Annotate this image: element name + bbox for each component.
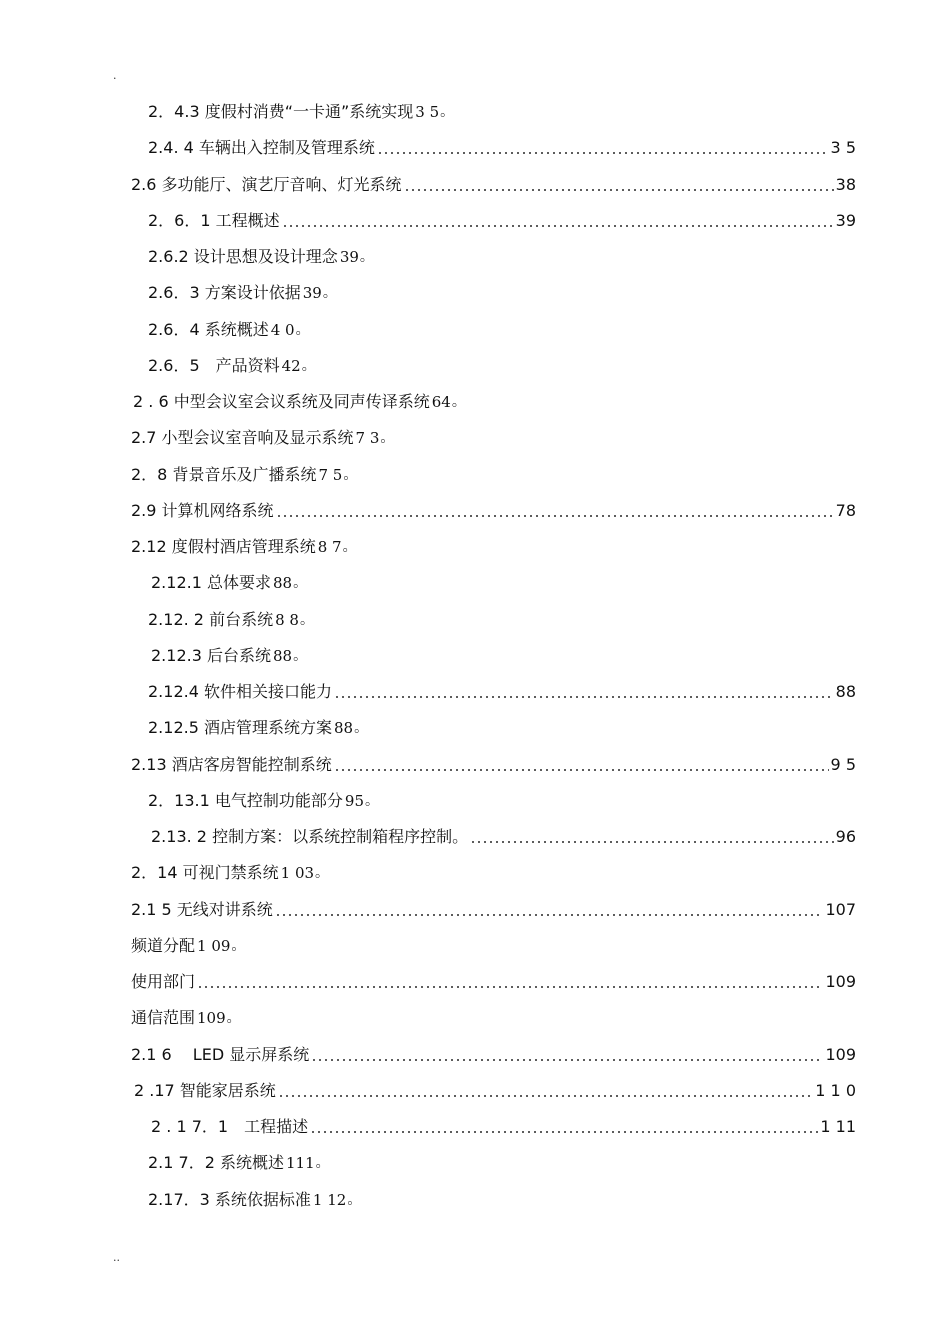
- toc-entry-page-number: 96: [835, 827, 856, 847]
- toc-entry-title: 2 . 6 中型会议室会议系统及同声传译系统: [133, 392, 430, 412]
- toc-entry-title: 使用部门: [131, 972, 196, 992]
- toc-entry-title: 2.12. 2 前台系统: [148, 609, 274, 629]
- toc-entry: [0, 529, 950, 565]
- toc-entry: [0, 783, 950, 819]
- toc-entry: [0, 1073, 950, 1109]
- toc-entry-page-number: 4 0: [270, 320, 295, 339]
- toc-entry-title: 2.12.3 后台系统: [151, 645, 271, 665]
- toc-entry: [0, 602, 950, 638]
- toc-entry-title: 频道分配: [131, 935, 196, 955]
- toc-entry: [0, 239, 950, 275]
- toc-entry-page-number: 111: [285, 1154, 315, 1173]
- toc-entry-page-number: 109: [825, 1044, 856, 1064]
- toc-entry-page-number: 7 3: [355, 429, 380, 448]
- toc-entry-end-mark: 。: [343, 466, 358, 483]
- toc-entry: [0, 130, 950, 166]
- toc-entry-page-number: 64: [431, 393, 451, 412]
- toc-entry: [0, 1145, 950, 1181]
- toc-entry-title: 2.1 5 无线对讲系统: [131, 899, 273, 919]
- toc-entry: [0, 819, 950, 855]
- toc-entry-title: 2.12.5 酒店管理系统方案: [148, 718, 332, 738]
- toc-entry-title: 2.6．4 系统概述: [148, 319, 269, 339]
- toc-entry-page-number: 38: [835, 174, 856, 194]
- toc-entry: [0, 1109, 950, 1145]
- toc-entry-title: 2．8 背景音乐及广播系统: [131, 464, 317, 484]
- toc-entry-end-mark: 。: [293, 647, 308, 664]
- toc-entry: [0, 747, 950, 783]
- toc-dot-leader: [197, 986, 823, 988]
- toc-entry-page-number: 39: [835, 210, 856, 230]
- toc-entry-page-number: 1 12: [312, 1190, 347, 1209]
- toc-entry-title: 2.4. 4 车辆出入控制及管理系统: [148, 138, 375, 158]
- toc-entry-page-number: 39: [339, 248, 359, 267]
- toc-entry-end-mark: 。: [295, 321, 310, 338]
- toc-entry: [0, 1037, 950, 1073]
- toc-entry-page-number: 8 8: [275, 610, 299, 629]
- toc-entry-page-number: 107: [825, 899, 856, 919]
- bottom-corner-mark: ..: [113, 1251, 120, 1264]
- toc-dot-leader: [276, 515, 834, 517]
- toc-entry-page-number: 88: [333, 719, 354, 738]
- toc-dot-leader: [311, 1059, 823, 1061]
- toc-entry-title: 2．6．1 工程概述: [148, 210, 280, 230]
- toc-entry-page-number: 7 5: [318, 465, 343, 484]
- toc-entry-end-mark: 。: [315, 865, 330, 882]
- toc-entry-title: 2．14 可视门禁系统: [131, 863, 279, 883]
- toc-entry: [0, 384, 950, 420]
- toc-entry: [0, 855, 950, 891]
- toc-entry-page-number: 88: [272, 574, 293, 593]
- toc-entry-end-mark: 。: [451, 394, 466, 411]
- toc-entry-end-mark: 。: [440, 104, 455, 121]
- toc-entry: [0, 892, 950, 928]
- toc-entry-page-number: 88: [272, 646, 293, 665]
- toc-entry: [0, 167, 950, 203]
- toc-entry-title: 2.12 度假村酒店管理系统: [131, 537, 316, 557]
- toc-entry: [0, 312, 950, 348]
- top-corner-mark: ·: [113, 72, 117, 85]
- toc-entry: [0, 94, 950, 130]
- toc-entry-end-mark: 。: [315, 1155, 330, 1172]
- toc-entry: [0, 565, 950, 601]
- toc-dot-leader: [275, 914, 824, 916]
- toc-entry: [0, 928, 950, 964]
- toc-entry-end-mark: 。: [342, 539, 357, 556]
- toc-entry: [0, 1000, 950, 1036]
- toc-dot-leader: [278, 1095, 813, 1097]
- toc-entry: [0, 638, 950, 674]
- toc-entry-end-mark: 。: [301, 357, 316, 374]
- toc-entry-end-mark: 。: [365, 792, 379, 809]
- toc-entry-end-mark: 。: [347, 1191, 362, 1208]
- toc-entry-page-number: 1 11: [820, 1117, 856, 1137]
- toc-entry-page-number: 9 5: [830, 754, 856, 774]
- toc-entry-page-number: 95: [344, 791, 364, 810]
- toc-entry-end-mark: 。: [359, 249, 374, 266]
- toc-entry: [0, 1182, 950, 1218]
- toc-entry-page-number: 78: [835, 500, 856, 520]
- toc-entry-page-number: 88: [835, 682, 856, 702]
- toc-dot-leader: [310, 1131, 818, 1133]
- toc-entry: [0, 457, 950, 493]
- toc-entry-end-mark: 。: [293, 575, 308, 592]
- toc-entry-title: 2.7 小型会议室音响及显示系统: [131, 428, 354, 448]
- toc-dot-leader: [404, 189, 834, 191]
- toc-entry-end-mark: 。: [226, 1010, 241, 1027]
- toc-entry-title: 2.12.4 软件相关接口能力: [148, 682, 332, 702]
- toc-entry-title: 2.9 计算机网络系统: [131, 500, 274, 520]
- toc-entry: [0, 674, 950, 710]
- toc-entry-title: 2.13 酒店客房智能控制系统: [131, 754, 332, 774]
- toc-entry-page-number: 1 09: [197, 936, 231, 955]
- toc-entry-title: 通信范围: [131, 1008, 196, 1028]
- toc-entry-end-mark: 。: [231, 937, 246, 954]
- toc-entry-page-number: 1 1 0: [815, 1080, 856, 1100]
- toc-dot-leader: [282, 225, 834, 227]
- toc-entry: [0, 710, 950, 746]
- toc-entry-title: 2.6 多功能厅、演艺厅音响、灯光系统: [131, 174, 402, 194]
- toc-entry-page-number: 109: [825, 972, 856, 992]
- toc-entry-title: 2.6．5 产品资料: [148, 355, 280, 375]
- toc-entry-page-number: 3 5: [415, 103, 440, 122]
- toc-entry: [0, 420, 950, 456]
- table-of-contents: [0, 94, 950, 1218]
- toc-entry: [0, 203, 950, 239]
- toc-entry: [0, 275, 950, 311]
- toc-entry-title: 2.6.2 设计思想及设计理念: [148, 247, 338, 267]
- toc-entry-title: 2.17．3 系统依据标准: [148, 1189, 311, 1209]
- toc-entry: [0, 493, 950, 529]
- toc-entry-title: 2.12.1 总体要求: [151, 573, 271, 593]
- toc-entry-end-mark: 。: [354, 720, 369, 737]
- toc-dot-leader: [470, 841, 834, 843]
- toc-entry-title: 2.1 7．2 系统概述: [148, 1153, 284, 1173]
- toc-dot-leader: [334, 769, 829, 771]
- toc-entry-end-mark: 。: [322, 285, 337, 302]
- toc-entry-title: 2．13.1 电气控制功能部分: [148, 790, 343, 810]
- toc-entry-end-mark: 。: [299, 611, 314, 628]
- toc-entry-title: 2 .17 智能家居系统: [134, 1080, 276, 1100]
- toc-entry: [0, 964, 950, 1000]
- toc-entry-page-number: 42: [281, 356, 301, 375]
- toc-entry-title: 2.1 6 LED 显示屏系统: [131, 1044, 310, 1064]
- toc-entry-end-mark: 。: [380, 430, 395, 447]
- toc-entry-title: 2.6．3 方案设计依据: [148, 283, 301, 303]
- toc-entry-title: 2 . 1 7．1 工程描述: [151, 1117, 309, 1137]
- toc-dot-leader: [377, 152, 829, 154]
- toc-entry-page-number: 8 7: [317, 538, 342, 557]
- toc-entry-page-number: 3 5: [830, 138, 856, 158]
- toc-entry: [0, 348, 950, 384]
- toc-entry-page-number: 109: [197, 1009, 226, 1028]
- toc-entry-title: 2．4.3 度假村消费“一卡通”系统实现: [148, 102, 414, 122]
- toc-dot-leader: [334, 696, 834, 698]
- toc-entry-page-number: 1 03: [280, 864, 315, 883]
- toc-entry-page-number: 39: [302, 284, 322, 303]
- toc-entry-title: 2.13. 2 控制方案：以系统控制箱程序控制。: [151, 827, 469, 847]
